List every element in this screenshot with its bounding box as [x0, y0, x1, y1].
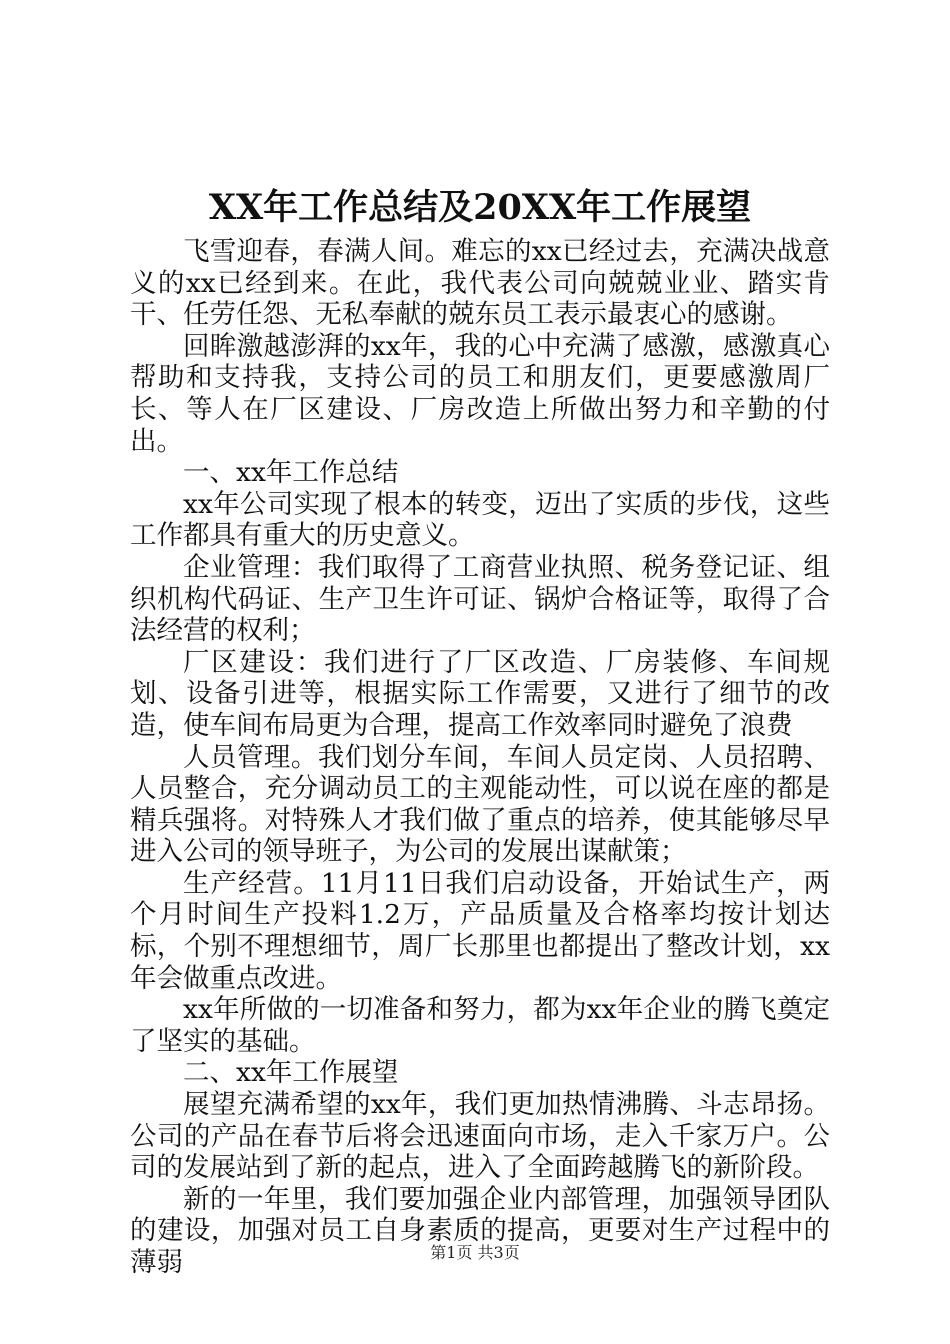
paragraph-new-year: 新的一年里，我们要加强企业内部管理，加强领导团队的建设，加强对员工自身素质的提高，更要对生产过程中的薄弱 [130, 1183, 830, 1278]
section-heading-summary: 一、xx年工作总结 [183, 457, 399, 489]
page-number-footer: 第1页 共3页 [430, 1243, 520, 1262]
paragraph-outlook: 展望充满希望的xx年，我们更加热情沸腾、斗志昂扬。公司的产品在春节后将会迅速面向市场，走入千家万户。公司的发展站到了新的起点，进入了全面跨越腾飞的新阶段。 [130, 1089, 830, 1184]
document-body [130, 236, 830, 1279]
paragraph-intro: 飞雪迎春，春满人间。难忘的xx已经过去，充满决战意义的xx已经到来。在此，我代表公司向兢兢业业、踏实肯干、任劳任怨、无私奉献的兢东员工表示最衷心的感谢。 [130, 236, 830, 331]
paragraph-enterprise-management: 企业管理：我们取得了工商营业执照、税务登记证、组织机构代码证、生产卫生许可证、锅炉合格证等，取得了合法经营的权利； [130, 551, 830, 647]
document-title: XX年工作总结及20XX年工作展望 [208, 187, 752, 228]
paragraph-personnel-management: 人员管理。我们划分车间，车间人员定岗、人员招聘、人员整合，充分调动员工的主观能动性，可以说在座的都是精兵强将。对特殊人才我们做了重点的培养，使其能够尽早进入公司的领导班子，为公司的发展出谋献策； [130, 741, 830, 868]
paragraph-gratitude: 回眸激越澎湃的xx年，我的心中充满了感激，感激真心帮助和支持我，支持公司的员工和朋友们，更要感激周厂长、等人在厂区建设、厂房改造上所做出努力和辛勤的付出。 [130, 330, 830, 457]
paragraph-foundation: xx年所做的一切准备和努力，都为xx年企业的腾飞奠定了坚实的基础。 [130, 994, 830, 1057]
paragraph-plant-construction: 厂区建设：我们进行了厂区改造、厂房装修、车间规划、设备引进等，根据实际工作需要，又进行了细节的改造，使车间布局更为合理，提高工作效率同时避免了浪费 [130, 646, 830, 741]
paragraph-production-operation: 生产经营。11月11日我们启动设备，开始试生产，两个月时间生产投料1.2万，产品质量及合格率均按计划达标，个别不理想细节，周厂长那里也都提出了整改计划，xx年会做重点改进。 [130, 867, 830, 994]
section-heading-outlook: 二、xx年工作展望 [183, 1057, 399, 1089]
paragraph-summary-overview: xx年公司实现了根本的转变，迈出了实质的步伐，这些工作都具有重大的历史意义。 [130, 488, 830, 552]
